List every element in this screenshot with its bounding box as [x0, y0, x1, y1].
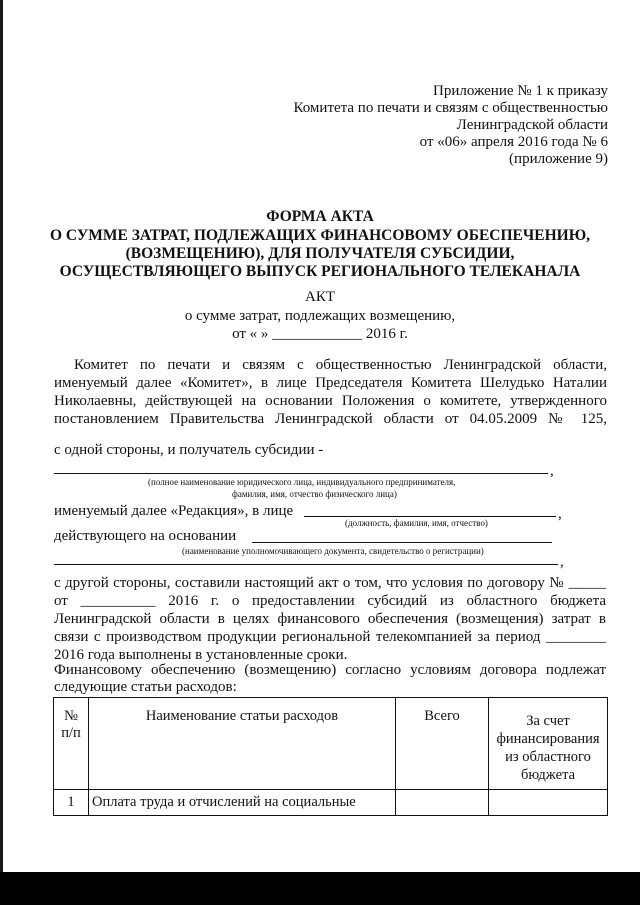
recipient-caption-4: (наименование уполномочивающего документа, свидетельство о регистрации) — [182, 546, 484, 556]
para2-line-7: следующие статьи расходов: — [54, 679, 237, 695]
row-name: Оплата труда и отчислений на социальные — [89, 790, 396, 816]
recipient-comma-2: , — [558, 506, 562, 522]
form-title-line-2: О СУММЕ ЗАТРАТ, ПОДЛЕЖАЩИХ ФИНАНСОВОМУ ОБЕСПЕЧЕНИЮ, — [49, 227, 591, 244]
para2-line-5: 2016 года выполнены в установленные сроки. — [54, 647, 348, 663]
para1-line-3: Николаевны, действующей на основании Положения о комитете, утвержденного — [54, 393, 607, 409]
recipient-named-as: именуемый далее «Редакция», в лице — [54, 503, 294, 519]
recipient-basis-blank[interactable] — [252, 542, 552, 543]
appendix-line-5: (приложение 9) — [509, 151, 608, 167]
para2-line-4: связи с производством продукции региональной телекомпанией за период ________ — [54, 629, 606, 645]
appendix-line-4: от «06» апреля 2016 года № 6 — [419, 134, 608, 150]
appendix-line-2: Комитета по печати и связям с общественностью — [293, 100, 608, 116]
recipient-basis-blank-2[interactable] — [54, 564, 558, 565]
para2-line-1: с другой стороны, составили настоящий акт о том, что условия по договору № _____ — [54, 575, 606, 591]
appendix-line-1: Приложение № 1 к приказу — [433, 83, 608, 99]
form-title-line-3: (ВОЗМЕЩЕНИЮ), ДЛЯ ПОЛУЧАТЕЛЯ СУБСИДИИ, — [125, 245, 515, 262]
act-subheading: о сумме затрат, подлежащих возмещению, — [184, 308, 456, 324]
header-num: № п/п — [54, 698, 89, 790]
table-row — [54, 790, 608, 816]
para1-line-1: Комитет по печати и связям с общественностью Ленинградской области, — [74, 357, 607, 373]
row-regional[interactable] — [489, 790, 608, 816]
form-title-line-1: ФОРМА АКТА — [266, 208, 374, 225]
header-total: Всего — [396, 698, 489, 790]
recipient-representative-blank[interactable] — [304, 516, 556, 517]
para1-line-4: постановлением Правительства Ленинградской области от 04.05.2009 № 125, — [54, 411, 607, 427]
para2-line-2: от __________ 2016 г. о предоставлении субсидий из областного бюджета — [54, 593, 606, 609]
form-title-line-4: ОСУЩЕСТВЛЯЮЩЕГО ВЫПУСК РЕГИОНАЛЬНОГО ТЕЛЕКАНАЛА — [59, 263, 581, 280]
recipient-comma-1: , — [550, 463, 554, 479]
header-name: Наименование статьи расходов — [89, 698, 396, 790]
recipient-caption-2: фамилия, имя, отчество физического лица) — [232, 489, 397, 499]
scan-edge — [0, 0, 3, 905]
para2-line-3: Ленинградской области в целях финансового обеспечения (возмещения) затрат в — [54, 611, 606, 627]
recipient-acting-basis: действующего на основании — [54, 528, 237, 544]
recipient-caption-3: (должность, фамилия, имя, отчество) — [345, 518, 488, 528]
row-total[interactable] — [396, 790, 489, 816]
recipient-caption-1: (полное наименование юридического лица, индивидуального предпринимателя, — [148, 477, 456, 487]
recipient-intro: с одной стороны, и получатель субсидии - — [54, 442, 324, 458]
table-header-row — [54, 698, 608, 790]
header-regional: За счет финансирования из областного бюджета — [489, 698, 608, 790]
para2-line-6: Финансовому обеспечению (возмещению) согласно условиям договора подлежат — [54, 662, 606, 678]
act-heading: АКТ — [305, 289, 335, 305]
row-num: 1 — [54, 790, 89, 816]
appendix-line-3: Ленинградской области — [456, 117, 608, 133]
scan-bottom-bar — [0, 872, 640, 905]
recipient-comma-3: , — [560, 554, 564, 570]
para1-line-2: именуемый далее «Комитет», в лице Председателя Комитета Шелудько Наталии — [54, 375, 607, 391]
act-date-line: от « » ____________ 2016 г. — [232, 326, 408, 342]
expenses-table — [53, 697, 608, 816]
recipient-name-blank[interactable] — [54, 473, 548, 474]
